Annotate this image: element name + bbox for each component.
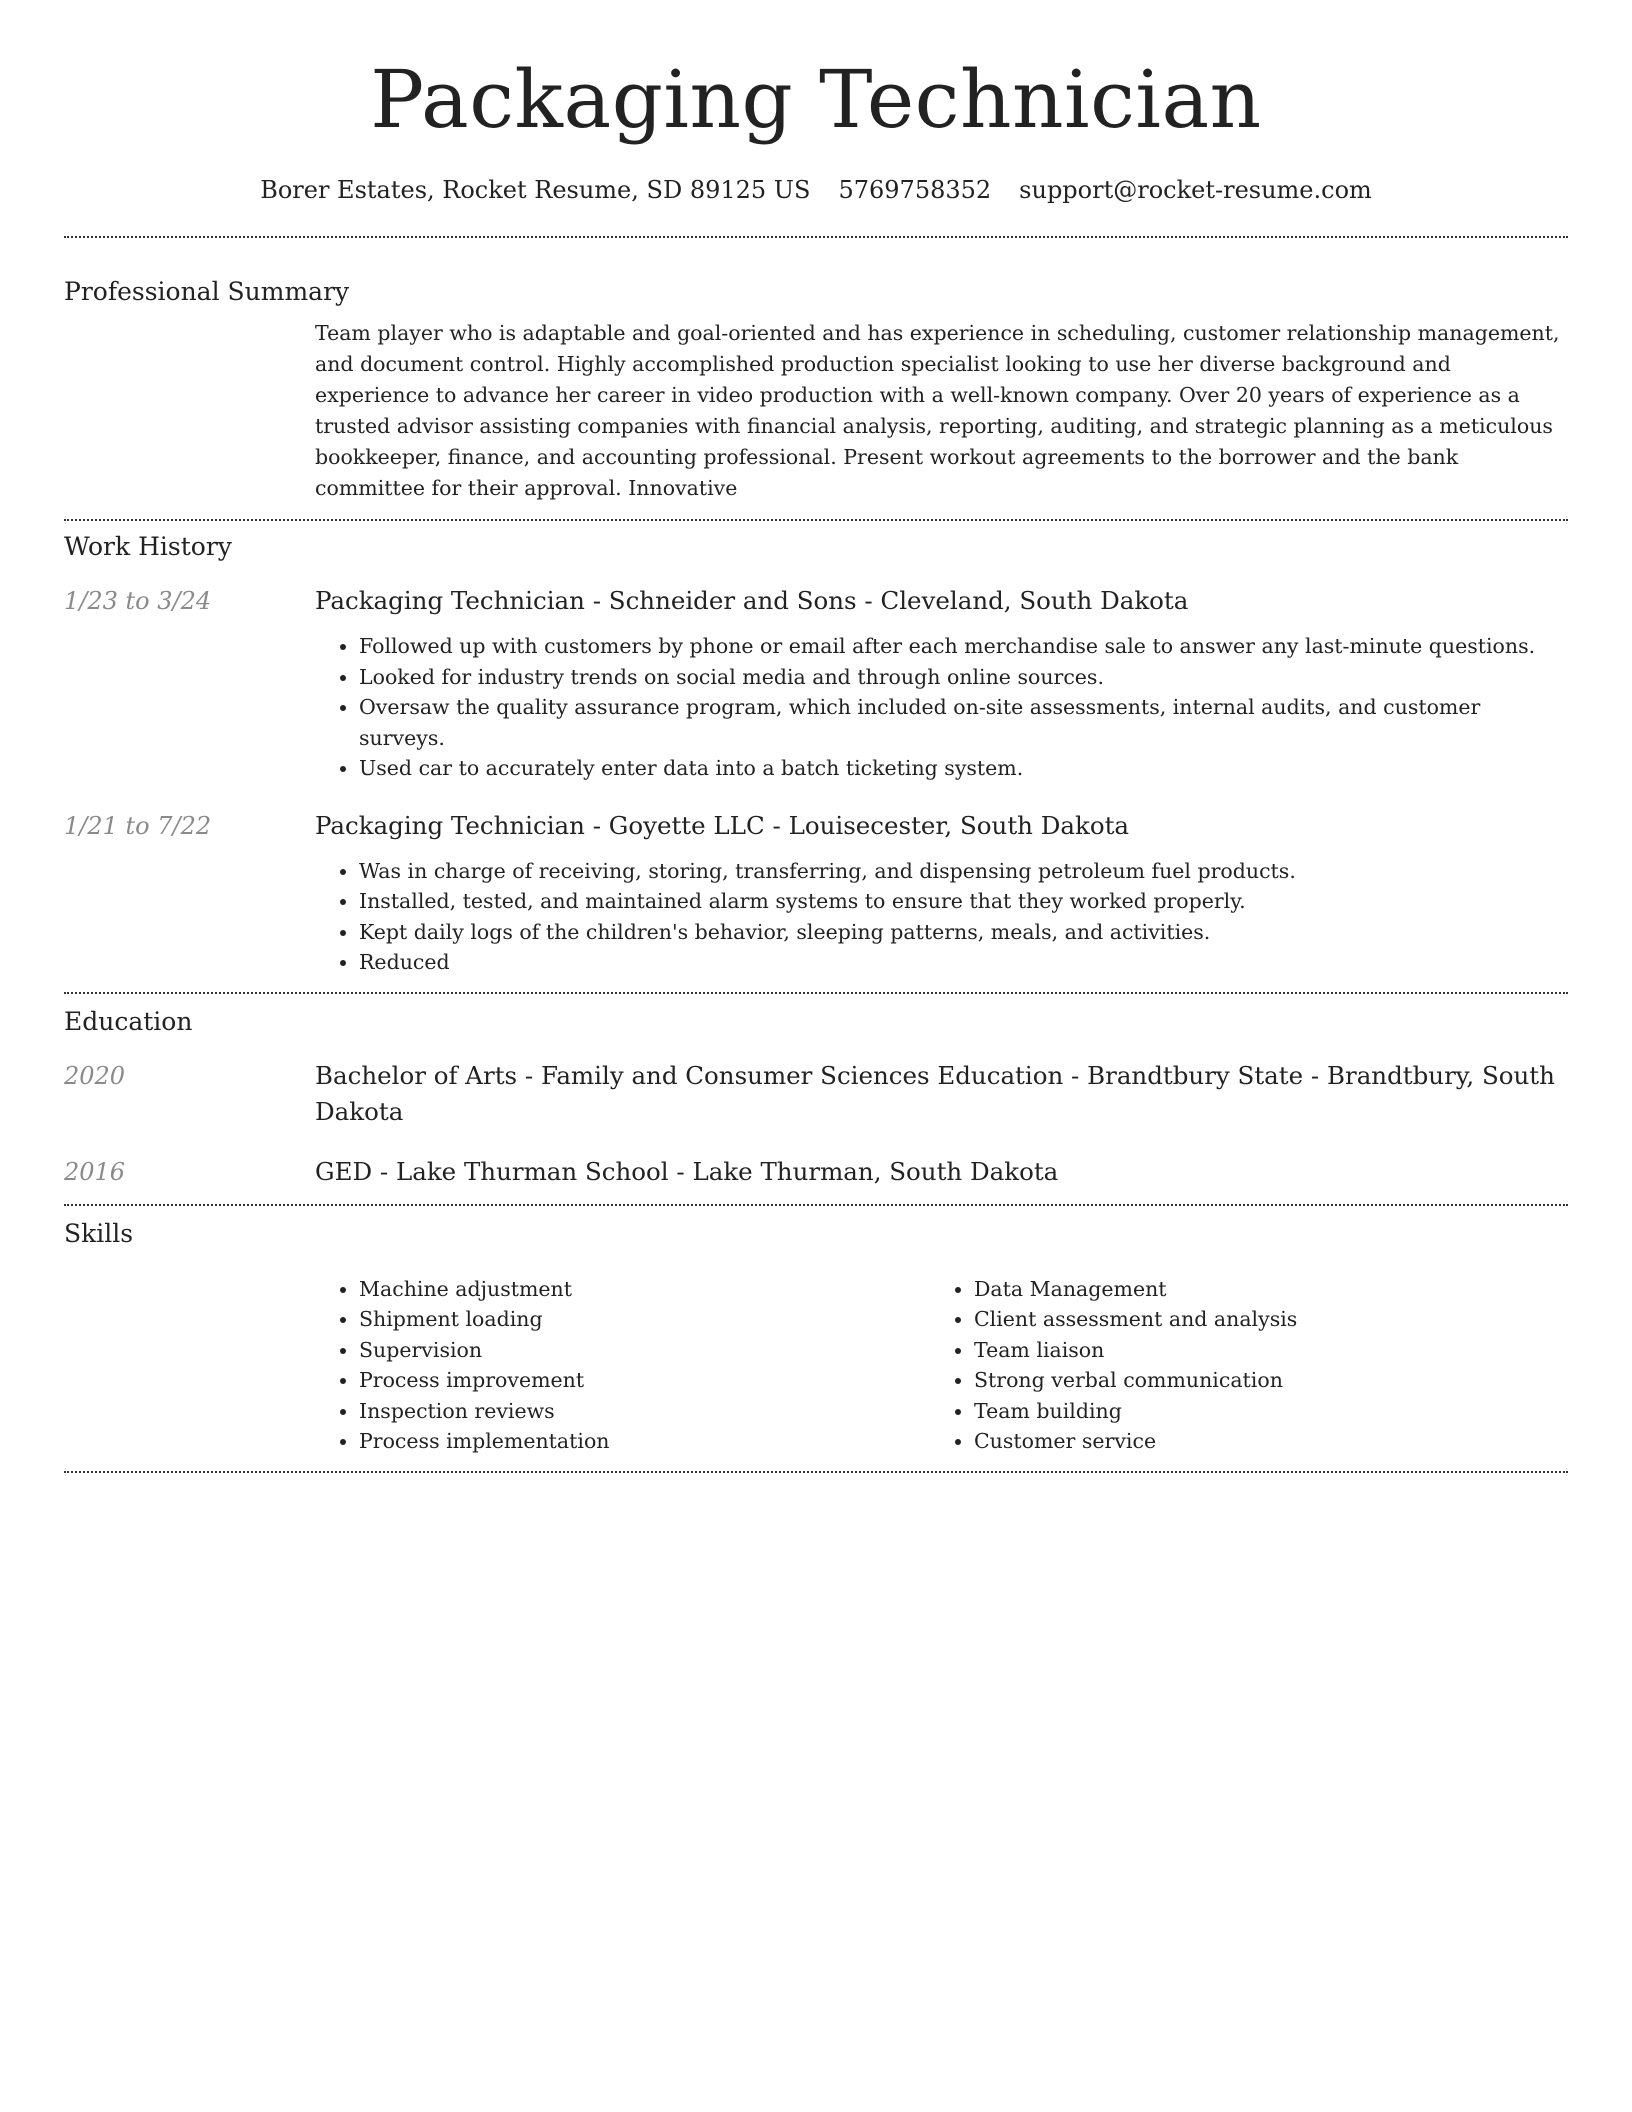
list-item: • Looked for industry trends on social media and through online sources. [359,662,1568,693]
section-title-skills: Skills [64,1218,134,1248]
list-item: • Installed, tested, and maintained alarm systems to ensure that they worked properly. [359,886,1568,917]
skill-item: • Process implementation [359,1426,930,1457]
skill-item: • Supervision [359,1335,930,1366]
skill-item: • Shipment loading [359,1304,930,1335]
candidate-name: Packaging Technician [370,53,1262,146]
skill-item: • Data Management [974,1274,1545,1305]
resume-header [64,0,1568,206]
work-history-section [64,521,1568,992]
education-entry [64,1060,1568,1130]
skills-column-right [930,1274,1545,1457]
education-text: Bachelor of Arts - Family and Consumer Sciences Education - Brandtbury State - Brandtbury, South Dakota [315,1060,1555,1126]
skills-section [64,1206,1568,1471]
education-entry [64,1156,1568,1204]
list-item: • Was in charge of receiving, storing, transferring, and dispensing petroleum fuel products. [359,856,1568,887]
phone: 5769758352 [838,176,992,204]
divider [64,1471,1568,1473]
job-dates: 1/21 to 7/22 [64,811,212,840]
skill-item: • Client assessment and analysis [974,1304,1545,1335]
contact-line [64,174,1568,206]
address: Borer Estates, Rocket Resume, SD 89125 US [260,176,811,204]
skill-item: • Team building [974,1396,1545,1427]
skill-item: • Team liaison [974,1335,1545,1366]
skill-item: • Process improvement [359,1365,930,1396]
skill-item: • Machine adjustment [359,1274,930,1305]
education-year: 2020 [64,1061,126,1090]
list-item: • Oversaw the quality assurance program, which included on-site assessments, internal audits, and customer surveys. [359,692,1568,753]
section-title-work: Work History [64,532,232,561]
job-entry [64,810,1568,992]
summary-section [64,238,1568,519]
skills-list [315,1274,1568,1471]
skill-item: • Inspection reviews [359,1396,930,1427]
job-bullets [315,631,1568,784]
job-entry [64,585,1568,784]
job-dates: 1/23 to 3/24 [64,587,212,615]
resume-page [64,0,1568,1473]
section-title-summary: Professional Summary [64,277,350,306]
email: support@rocket-resume.com [1019,176,1372,204]
job-title: Packaging Technician - Schneider and Sons - Cleveland, South Dakota [315,586,1189,615]
education-section [64,994,1568,1204]
list-item: • Reduced [359,947,1568,978]
education-text: GED - Lake Thurman School - Lake Thurman, South Dakota [315,1156,1059,1186]
skill-item: • Customer service [974,1426,1545,1457]
summary-text: Team player who is adaptable and goal-oriented and has experience in scheduling, customer relationship management, and document control. Highly accomplished production specialist looking to use her diverse background and experience to advance her career in video production with a well-known company. Over 20 years of experience as a trusted advisor assisting companies with financial analysis, reporting, auditing, and strategic planning as a meticulous bookkeeper, finance, and accounting professional. Present workout agreements to the borrower and the bank committee for their approval. Innovative [315,321,1560,500]
skill-item: • Strong verbal communication [974,1365,1545,1396]
section-title-education: Education [64,1006,193,1036]
education-year: 2016 [64,1157,126,1186]
job-bullets [315,856,1568,978]
skills-column-left [315,1274,930,1457]
list-item: • Used car to accurately enter data into a batch ticketing system. [359,753,1568,784]
job-title: Packaging Technician - Goyette LLC - Louisecester, South Dakota [315,810,1130,840]
list-item: • Kept daily logs of the children's behavior, sleeping patterns, meals, and activities. [359,917,1568,948]
list-item: • Followed up with customers by phone or email after each merchandise sale to answer any last-minute questions. [359,631,1568,662]
